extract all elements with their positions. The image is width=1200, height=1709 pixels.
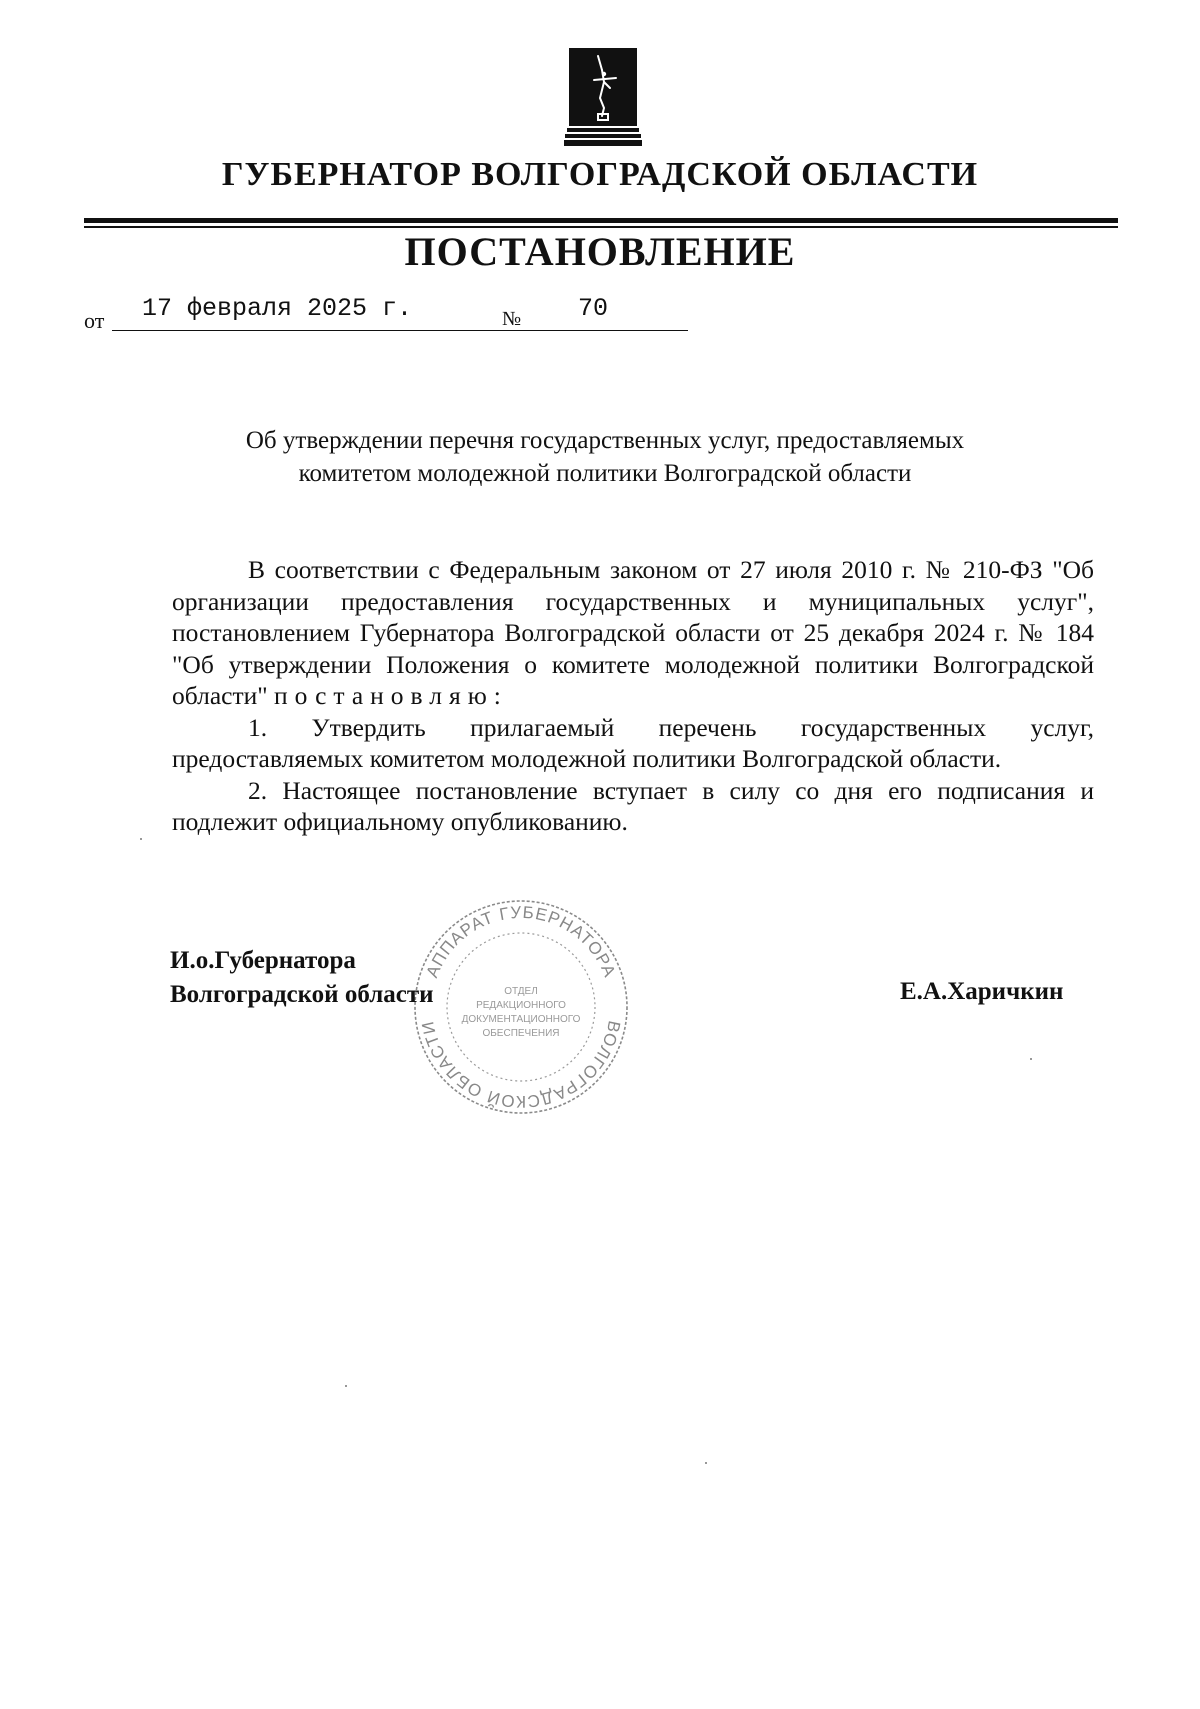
svg-text:РЕДАКЦИОННОГО: РЕДАКЦИОННОГО (476, 1000, 566, 1011)
scan-speck (1030, 1058, 1032, 1060)
subject-line-2: комитетом молодежной политики Волгоградской области (298, 460, 912, 487)
document-body (172, 554, 1094, 838)
number-prefix: № (502, 308, 522, 330)
body-item-2: 2. Настоящее постановление вступает в силу со дня его подписания и подлежит официальному опубликованию. (172, 775, 1094, 836)
signatory-position-line-2: Волгоградской области (170, 981, 434, 1008)
number-field (528, 292, 688, 331)
signatory-position (170, 944, 434, 1012)
date-value: 17 февраля 2025 г. (142, 294, 413, 323)
scan-speck (705, 1462, 707, 1464)
body-preamble (172, 554, 1094, 712)
doc-type-title: ПОСТАНОВЛЕНИЕ (404, 229, 796, 274)
subject-line-1: Об утверждении перечня государственных услуг, предоставляемых (245, 427, 965, 454)
org-title: ГУБЕРНАТОР ВОЛГОГРАДСКОЙ ОБЛАСТИ (221, 156, 979, 193)
svg-text:АППАРАТ ГУБЕРНАТОРА: АППАРАТ ГУБЕРНАТОРА (422, 902, 620, 981)
svg-text:ОТДЕЛ: ОТДЕЛ (504, 986, 538, 997)
decree-word: постановляю: (274, 681, 508, 710)
scan-speck (345, 1385, 347, 1387)
body-item-1: 1. Утвердить прилагаемый перечень государственных услуг, предоставляемых комитетом молодежной политики Волгоградской области. (172, 712, 1094, 773)
header-rule-thick (84, 218, 1118, 223)
signatory-name: Е.А.Харичкин (900, 978, 1064, 1005)
svg-text:ОБЕСПЕЧЕНИЯ: ОБЕСПЕЧЕНИЯ (482, 1028, 560, 1039)
svg-text:ДОКУМЕНТАЦИОННОГО: ДОКУМЕНТАЦИОННОГО (461, 1014, 581, 1025)
number-value: 70 (578, 294, 609, 323)
official-stamp (410, 896, 632, 1118)
volgograd-emblem-icon (564, 48, 642, 148)
scan-speck (140, 838, 142, 840)
preamble-text: В соответствии с Федеральным законом от 27 июля 2010 г. № 210-ФЗ "Об организации предоставления государственных и муниципальных услуг", постановлением Губернатора Волгоградской области от 25 декабря 2024 г. № 184 "Об утверждении Положения о комитете молодежной политики Волгоградской области" (172, 555, 1094, 710)
signatory-position-line-1: И.о.Губернатора (170, 947, 356, 974)
svg-text:ВОЛГОГРАДСКОЙ ОБЛАСТИ: ВОЛГОГРАДСКОЙ ОБЛАСТИ (418, 1018, 624, 1112)
date-number-line (84, 292, 704, 332)
document-subject (150, 424, 1060, 490)
date-prefix: от (84, 308, 105, 333)
